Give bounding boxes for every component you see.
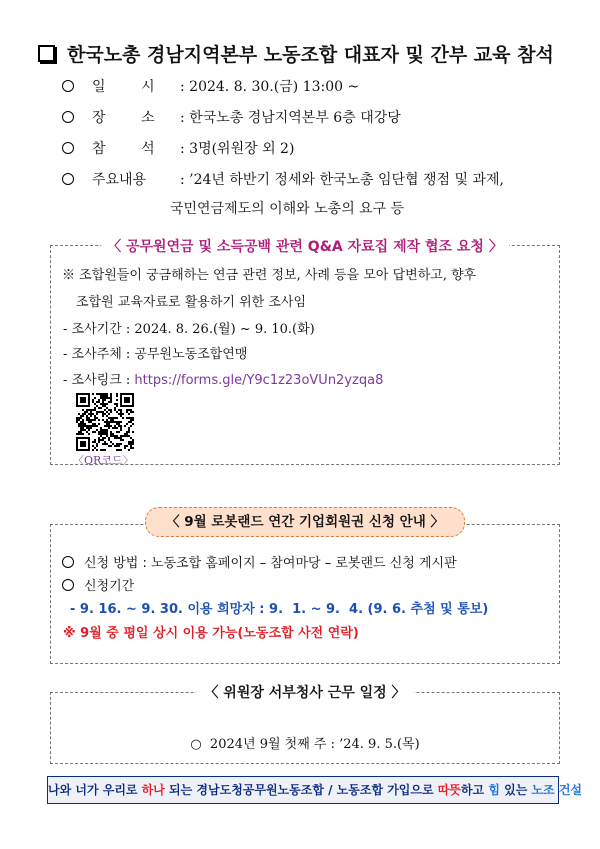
footer-slogan: 나와 너가 우리로 하나 되는 경남도청공무원노동조합 / 노동조합 가입으로 따뜻하고 힘 있는 노조 건설: [47, 776, 559, 804]
qr-caption: 〈QR코드〉: [73, 454, 134, 467]
circle-bullet-icon: [62, 111, 74, 123]
detail-value: : 한국노총 경남지역본부 6층 대강당: [180, 110, 401, 126]
survey-title: 〈 공무원연금 및 소득공백 관련 Q&A 자료집 제작 협조 요청 〉: [50, 236, 560, 256]
survey-link-row: [63, 369, 383, 388]
detail-row-date: [62, 76, 359, 96]
robotland-method: 신청 방법 : 노동조합 홈페이지 – 참여마당 – 로봇랜드 신청 게시판: [84, 556, 457, 571]
detail-value: : 3명(위원장 외 2): [180, 141, 295, 157]
detail-label: 참 석: [92, 141, 155, 157]
detail-row-place: [62, 107, 401, 127]
detail-value: : 2024. 8. 30.(금) 13:00 ~: [180, 79, 360, 95]
robotland-box: [50, 524, 560, 664]
detail-content-continuation: 국민연금제도의 이해와 노총의 요구 등: [170, 201, 405, 217]
robotland-notice: ※ 9월 중 평일 상시 이용 가능(노동조합 사전 연락): [63, 626, 359, 641]
detail-row-attendees: [62, 138, 294, 158]
detail-row-content: [62, 169, 504, 189]
robotland-method-row: [62, 552, 457, 571]
schedule-box: [50, 692, 560, 764]
robotland-title: 〈 9월 로봇랜드 연간 기업회원권 신청 안내 〉: [145, 507, 465, 537]
circle-bullet-icon: [62, 579, 74, 591]
page-title-row: [38, 40, 554, 67]
survey-link-label: - 조사링크 :: [63, 373, 135, 388]
circle-bullet-icon: [62, 173, 74, 185]
circle-bullet-icon: [62, 556, 74, 568]
detail-label: 주요내용: [92, 172, 147, 188]
detail-value: : ’24년 하반기 정세와 한국노총 임단협 쟁점 및 과제,: [180, 172, 504, 188]
survey-note-line2: 조합원 교육자료로 활용하기 위한 조사임: [76, 295, 307, 310]
survey-host: - 조사주체 : 공무원노동조합연맹: [63, 347, 248, 362]
detail-label: 일 시: [92, 79, 155, 95]
circle-bullet-icon: [62, 80, 74, 92]
survey-period: - 조사기간 : 2024. 8. 26.(월) ~ 9. 10.(화): [63, 322, 315, 337]
detail-label: 장 소: [92, 110, 155, 126]
robotland-period-label: 신청기간: [84, 579, 135, 594]
survey-note-line1: ※ 조합원들이 궁금해하는 연금 관련 정보, 사례 등을 모아 답변하고, 향후: [62, 268, 477, 283]
checkbox-square-icon: [38, 45, 55, 62]
page-title: 한국노총 경남지역본부 노동조합 대표자 및 간부 교육 참석: [67, 44, 554, 66]
circle-bullet-icon: [62, 142, 74, 154]
schedule-entry: ○ 2024년 9월 첫째 주 : ’24. 9. 5.(목): [190, 737, 420, 752]
survey-link[interactable]: https://forms.gle/Y9c1z23oVUn2yzqa8: [134, 373, 384, 388]
robotland-period-value: - 9. 16. ~ 9. 30. 이용 희망자 : 9. 1. ~ 9. 4. (9. 6. 추첨 및 통보): [70, 602, 489, 617]
schedule-title: 〈 위원장 서부청사 근무 일정 〉: [50, 682, 560, 702]
robotland-period-row: [62, 575, 134, 594]
qr-code-icon[interactable]: [76, 393, 134, 451]
